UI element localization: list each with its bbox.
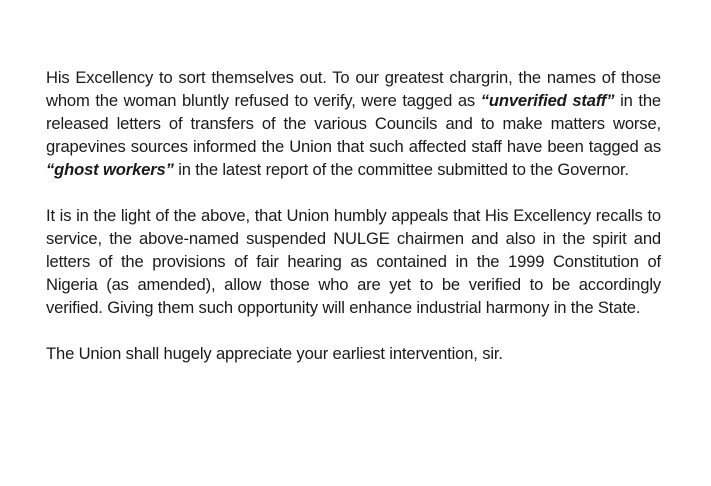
paragraph-closing — [46, 342, 661, 365]
paragraph-appeal — [46, 204, 661, 319]
letter-body — [46, 66, 661, 365]
text-segment: His Excellency to sort themselves out. To our greatest chargrin, the names of those whom the woman bluntly refused to verify, were tagged as — [46, 68, 661, 110]
text-segment: in the latest report of the committee submitted to the Governor. — [173, 160, 629, 179]
emphasis-unverified-staff: “unverified staff” — [480, 91, 615, 110]
emphasis-ghost-workers: “ghost workers” — [46, 160, 174, 179]
text-segment: It is in the light of the above, that Union humbly appeals that His Excellency recalls to service, the above-named suspended NULGE chairmen and also in the spirit and letters of the provisions of fair hearing as contained in the 1999 Constitution of Nigeria (as amended), allow those who are yet to be verified to be accordingly verified. Giving them such opportunity will enhance industrial harmony in the State. — [46, 206, 661, 317]
text-segment: in the released letters of transfers of the various Councils and to make matters worse, grapevines sources informed the Union that such affected staff have been tagged as — [46, 91, 661, 156]
text-segment: The Union shall hugely appreciate your earliest intervention, sir. — [46, 344, 503, 363]
paragraph-transfer-letters — [46, 66, 661, 181]
